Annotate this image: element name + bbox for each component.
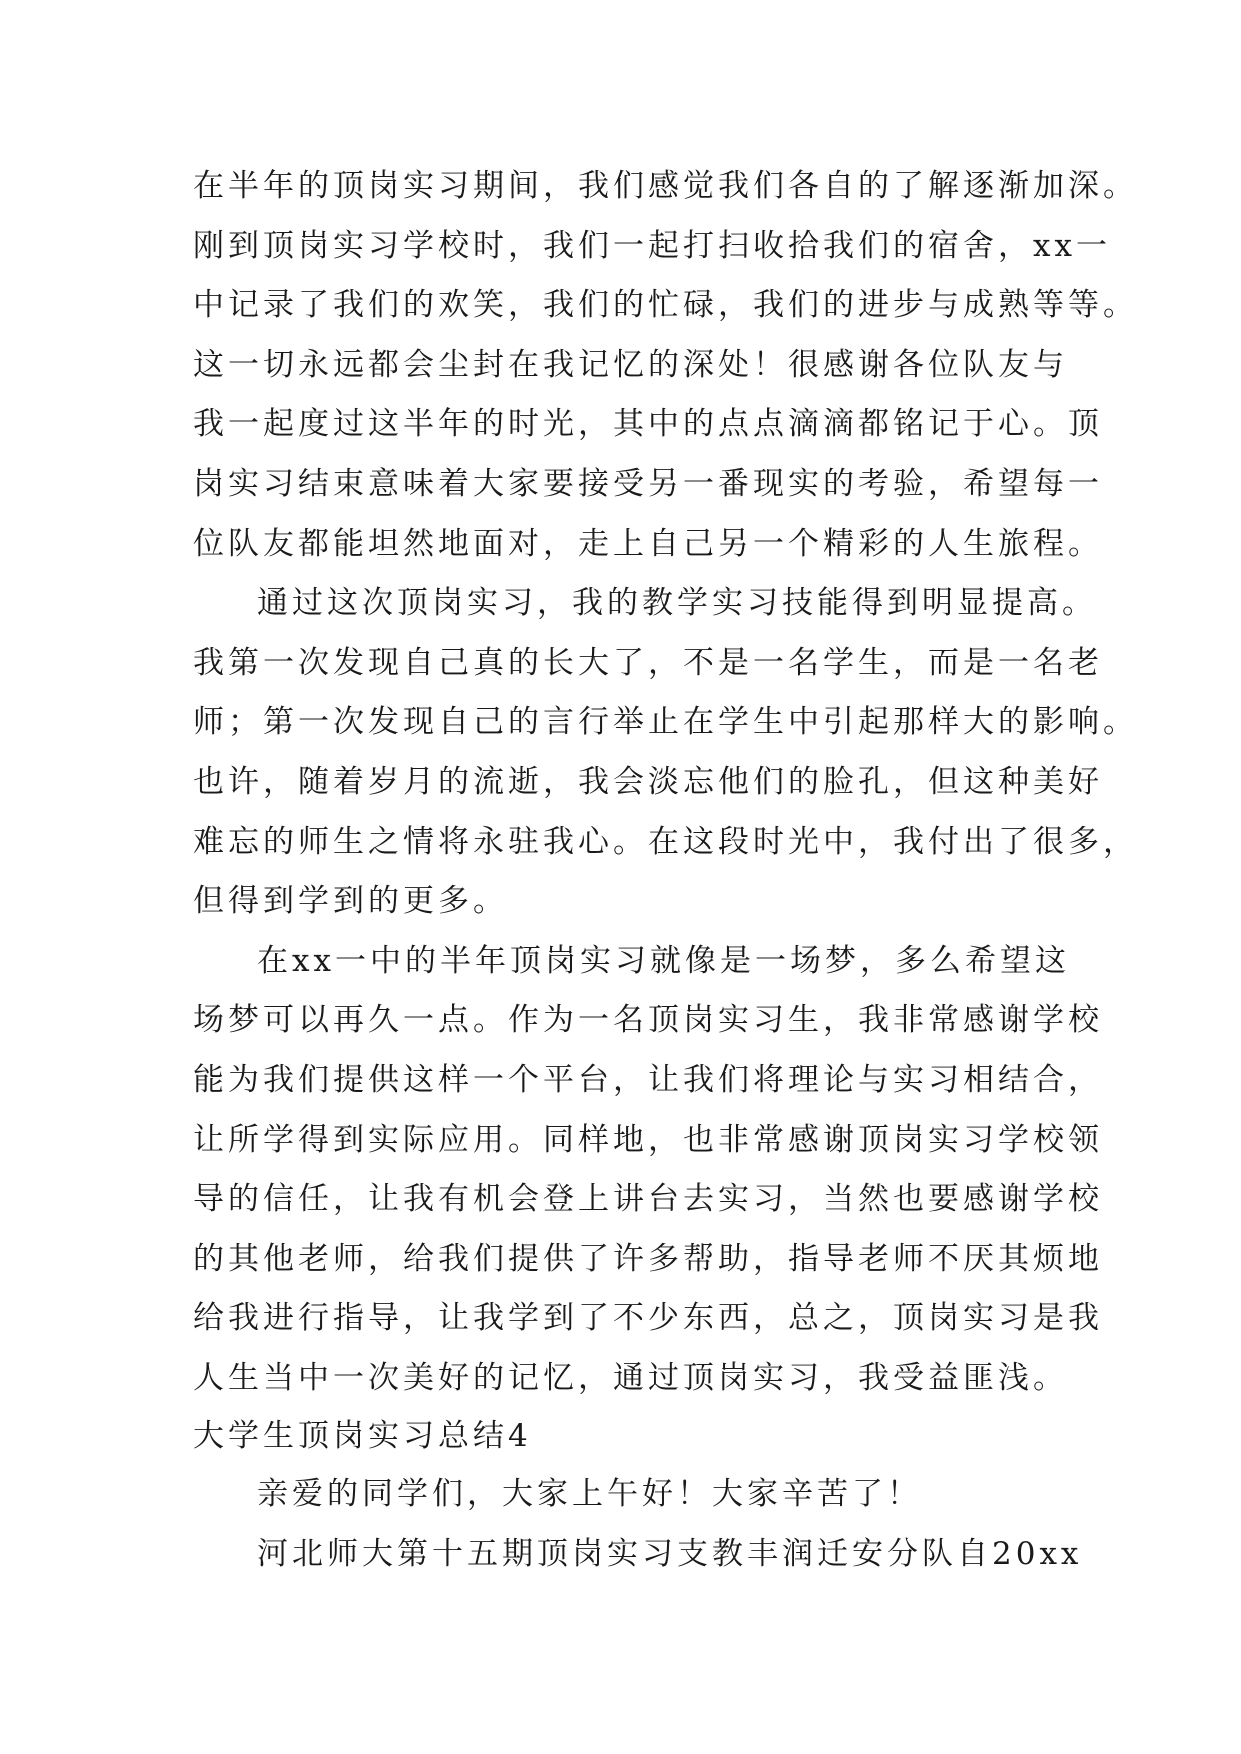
paragraph-line: 河北师大第十五期顶岗实习支教丰润迁安分队自20xx [257, 1536, 1083, 1572]
paragraph-line: 给我进行指导，让我学到了不少东西，总之，顶岗实习是我 [193, 1300, 1103, 1336]
paragraph-line: 能为我们提供这样一个平台，让我们将理论与实习相结合， [193, 1062, 1103, 1098]
paragraph-line: 位队友都能坦然地面对，走上自己另一个精彩的人生旅程。 [193, 526, 1103, 562]
paragraph-line: 人生当中一次美好的记忆，通过顶岗实习，我受益匪浅。 [193, 1360, 1068, 1396]
paragraph-line: 岗实习结束意味着大家要接受另一番现实的考验，希望每一 [193, 466, 1103, 502]
paragraph-line: 通过这次顶岗实习，我的教学实习技能得到明显提高。 [257, 585, 1097, 621]
paragraph-line: 刚到顶岗实习学校时，我们一起打扫收拾我们的宿舍，xx一 [193, 228, 1111, 264]
paragraph-line: 的其他老师，给我们提供了许多帮助，指导老师不厌其烦地 [193, 1241, 1103, 1277]
paragraph-line: 亲爱的同学们，大家上午好！大家辛苦了！ [257, 1476, 922, 1512]
paragraph-line: 难忘的师生之情将永驻我心。在这段时光中，我付出了很多， [193, 824, 1138, 860]
paragraph-line: 我一起度过这半年的时光，其中的点点滴滴都铭记于心。顶 [193, 406, 1103, 442]
paragraph-line: 在半年的顶岗实习期间，我们感觉我们各自的了解逐渐加深。 [193, 168, 1138, 204]
paragraph-line: 在xx一中的半年顶岗实习就像是一场梦，多么希望这 [257, 943, 1070, 979]
paragraph-line: 场梦可以再久一点。作为一名顶岗实习生，我非常感谢学校 [193, 1002, 1103, 1038]
paragraph-line: 中记录了我们的欢笑，我们的忙碌，我们的进步与成熟等等。 [193, 287, 1138, 323]
paragraph-line: 但得到学到的更多。 [193, 883, 508, 919]
paragraph-line: 也许，随着岁月的流逝，我会淡忘他们的脸孔，但这种美好 [193, 764, 1103, 800]
paragraph-line: 让所学得到实际应用。同样地，也非常感谢顶岗实习学校领 [193, 1122, 1103, 1158]
paragraph-line: 导的信任，让我有机会登上讲台去实习，当然也要感谢学校 [193, 1181, 1103, 1217]
paragraph-line: 师；第一次发现自己的言行举止在学生中引起那样大的影响。 [193, 704, 1138, 740]
paragraph-line: 这一切永远都会尘封在我记忆的深处！很感谢各位队友与 [193, 347, 1068, 383]
section-heading: 大学生顶岗实习总结4 [193, 1418, 532, 1454]
paragraph-line: 我第一次发现自己真的长大了，不是一名学生，而是一名老 [193, 645, 1103, 681]
